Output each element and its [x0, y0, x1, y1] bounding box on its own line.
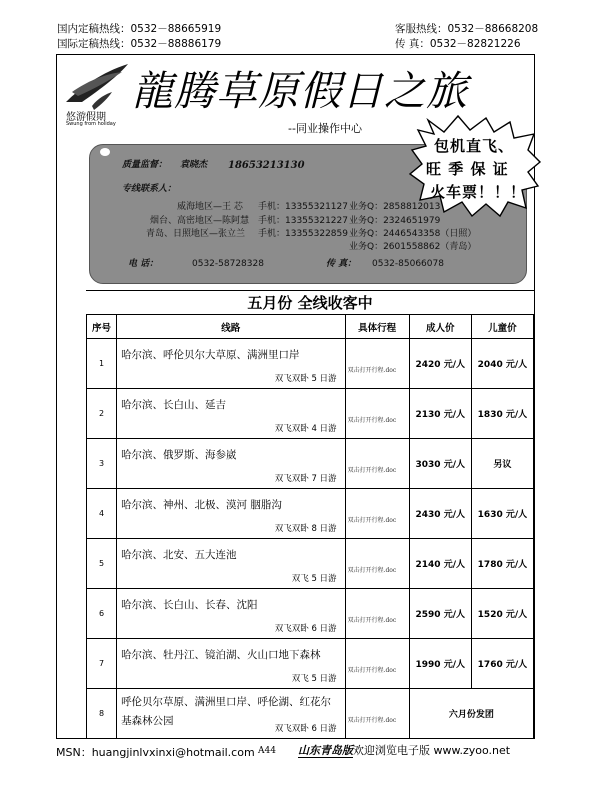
table-row: [87, 389, 534, 439]
table-header-row: [87, 315, 534, 339]
route-cell: [117, 339, 346, 389]
row-num: 4: [87, 489, 117, 539]
burst-line-1: 包机直飞、: [434, 137, 515, 155]
panel-dot: [100, 148, 110, 156]
footer-msn: MSN：huangjinlvxinxi@hotmail.com: [56, 746, 255, 759]
route-table: [86, 314, 534, 739]
table-row: [87, 539, 534, 589]
child-price: 1520 元/人: [471, 589, 533, 639]
adult-price: 3030 元/人: [409, 439, 471, 489]
itinerary-cell[interactable]: [345, 389, 409, 439]
row-num: 3: [87, 439, 117, 489]
contact-qq: 业务Q：2858812013: [349, 202, 441, 212]
itinerary-cell[interactable]: [345, 439, 409, 489]
route-cell: [117, 539, 346, 589]
section-title: 五月份 全线收客中: [86, 290, 534, 314]
route-name: 哈尔滨、长白山、延吉: [121, 399, 227, 411]
contact-mobile: 手机：13355322859: [258, 229, 348, 239]
supervisor-name: 袁晓杰: [180, 160, 208, 170]
itinerary-doc-link[interactable]: 双击打开行程.doc: [347, 717, 397, 724]
route-cell: [117, 589, 346, 639]
adult-price: 2130 元/人: [409, 389, 471, 439]
route-name: 呼伦贝尔草原、满洲里口岸、呼伦湖、红花尔基森林公园: [121, 696, 332, 727]
route-cell: [117, 639, 346, 689]
contact-mobile: 手机：13355321227: [258, 216, 348, 226]
contact-qq: 业务Q：2446543358（日照）: [349, 229, 477, 239]
child-price: 另议: [471, 439, 533, 489]
contact-area: 威海地区—王 芯: [177, 202, 243, 212]
child-price: 1630 元/人: [471, 489, 533, 539]
row-num: 7: [87, 639, 117, 689]
itinerary-doc-link[interactable]: 双击打开行程.doc: [347, 667, 397, 674]
service-hotline: 客服热线：0532－88668208: [395, 23, 539, 35]
brand-edition: 山东青岛版: [298, 744, 353, 757]
child-price: 1780 元/人: [471, 539, 533, 589]
supervisor-label: 质量监督：: [122, 160, 168, 170]
route-cell: [117, 489, 346, 539]
page-title: 龍腾草原假日之旅: [132, 67, 468, 115]
itinerary-doc-link[interactable]: 双击打开行程.doc: [347, 467, 397, 474]
col-header-itinerary: 具体行程: [345, 315, 409, 339]
logo-name: 悠游假期: [66, 112, 106, 123]
row-num: 6: [87, 589, 117, 639]
col-header-route: 线路: [117, 315, 346, 339]
route-name: 哈尔滨、呼伦贝尔大草原、满洲里口岸: [121, 349, 300, 361]
logo-slogan: Swung from holiday: [66, 121, 116, 127]
route-detail: 双飞双卧 4 日游: [274, 424, 337, 434]
route-name: 哈尔滨、俄罗斯、海参崴: [121, 449, 237, 461]
route-name: 哈尔滨、牡丹江、镜泊湖、火山口地下森林: [121, 649, 321, 661]
route-cell: [117, 439, 346, 489]
international-hotline: 国际定稿热线：0532－88886179: [57, 38, 222, 50]
footer-brand: [298, 742, 510, 758]
adult-price: 2430 元/人: [409, 489, 471, 539]
table-row: [87, 589, 534, 639]
contact-area: 烟台、高密地区—陈阿慧: [150, 216, 250, 226]
hotline-contact-label: 专线联系人：: [122, 184, 177, 194]
itinerary-doc-link[interactable]: 双击打开行程.doc: [347, 367, 397, 374]
fax-value: 0532-85066078: [372, 259, 444, 269]
row-num: 8: [87, 689, 117, 739]
child-price: 2040 元/人: [471, 339, 533, 389]
route-detail: 双飞双卧 5 日游: [274, 374, 337, 384]
route-detail: 双飞双卧 6 日游: [274, 624, 337, 634]
route-detail: 双飞双卧 6 日游: [274, 724, 337, 734]
fax-hotline: 传 真：0532－82821226: [395, 38, 521, 50]
adult-price: 2140 元/人: [409, 539, 471, 589]
itinerary-cell[interactable]: [345, 489, 409, 539]
route-name: 哈尔滨、神州、北极、漠河 胭脂沟: [121, 499, 282, 511]
itinerary-cell[interactable]: [345, 589, 409, 639]
table-row: [87, 339, 534, 389]
phone-label: 电 话：: [128, 259, 159, 269]
route-detail: 双飞双卧 7 日游: [274, 474, 337, 484]
child-price: 1830 元/人: [471, 389, 533, 439]
adult-price: 2590 元/人: [409, 589, 471, 639]
adult-price: 2420 元/人: [409, 339, 471, 389]
itinerary-cell[interactable]: [345, 639, 409, 689]
route-cell: [117, 389, 346, 439]
row-num: 1: [87, 339, 117, 389]
table-row: [87, 439, 534, 489]
col-header-child-price: 儿童价: [471, 315, 533, 339]
itinerary-doc-link[interactable]: 双击打开行程.doc: [347, 517, 397, 524]
itinerary-doc-link[interactable]: 双击打开行程.doc: [347, 417, 397, 424]
phone-value: 0532-58728328: [192, 259, 264, 269]
contact-qq: 业务Q：2324651979: [349, 216, 441, 226]
burst-line-3: 火车票！！！: [430, 183, 527, 201]
itinerary-cell[interactable]: [345, 539, 409, 589]
contact-area: 青岛、日照地区—张立兰: [146, 229, 246, 239]
row-num: 2: [87, 389, 117, 439]
contact-mobile: 手机：13355321127: [258, 202, 348, 212]
route-detail: 双飞 5 日游: [291, 574, 337, 584]
route-name: 哈尔滨、北安、五大连池: [121, 549, 237, 561]
itinerary-cell[interactable]: [345, 689, 409, 739]
adult-price: 1990 元/人: [409, 639, 471, 689]
table-row: [87, 689, 534, 739]
col-header-num: 序号: [87, 315, 117, 339]
route-cell: [117, 689, 346, 739]
itinerary-doc-link[interactable]: 双击打开行程.doc: [347, 567, 397, 574]
route-detail: 双飞 5 日游: [291, 674, 337, 684]
merged-price-note: 六月份发团: [409, 689, 533, 739]
page-number: A44: [258, 746, 276, 756]
route-name: 哈尔滨、长白山、长春、沈阳: [121, 599, 258, 611]
supervisor-phone: 18653213130: [228, 160, 305, 171]
col-header-adult-price: 成人价: [409, 315, 471, 339]
domestic-hotline: 国内定稿热线：0532－88665919: [57, 23, 222, 35]
page-subtitle: --同业操作中心: [288, 122, 362, 135]
table-row: [87, 639, 534, 689]
row-num: 5: [87, 539, 117, 589]
route-detail: 双飞双卧 8 日游: [274, 524, 337, 534]
burst-line-2: 旺 季 保 证: [426, 160, 509, 178]
contact-qq-extra: 业务Q：2601558862（青岛）: [349, 242, 477, 252]
child-price: 1760 元/人: [471, 639, 533, 689]
table-row: [87, 489, 534, 539]
fax-label: 传 真：: [326, 259, 357, 269]
footer-tagline: 欢迎浏览电子版 www.zyoo.net: [353, 744, 511, 757]
itinerary-cell[interactable]: [345, 339, 409, 389]
itinerary-doc-link[interactable]: 双击打开行程.doc: [347, 617, 397, 624]
